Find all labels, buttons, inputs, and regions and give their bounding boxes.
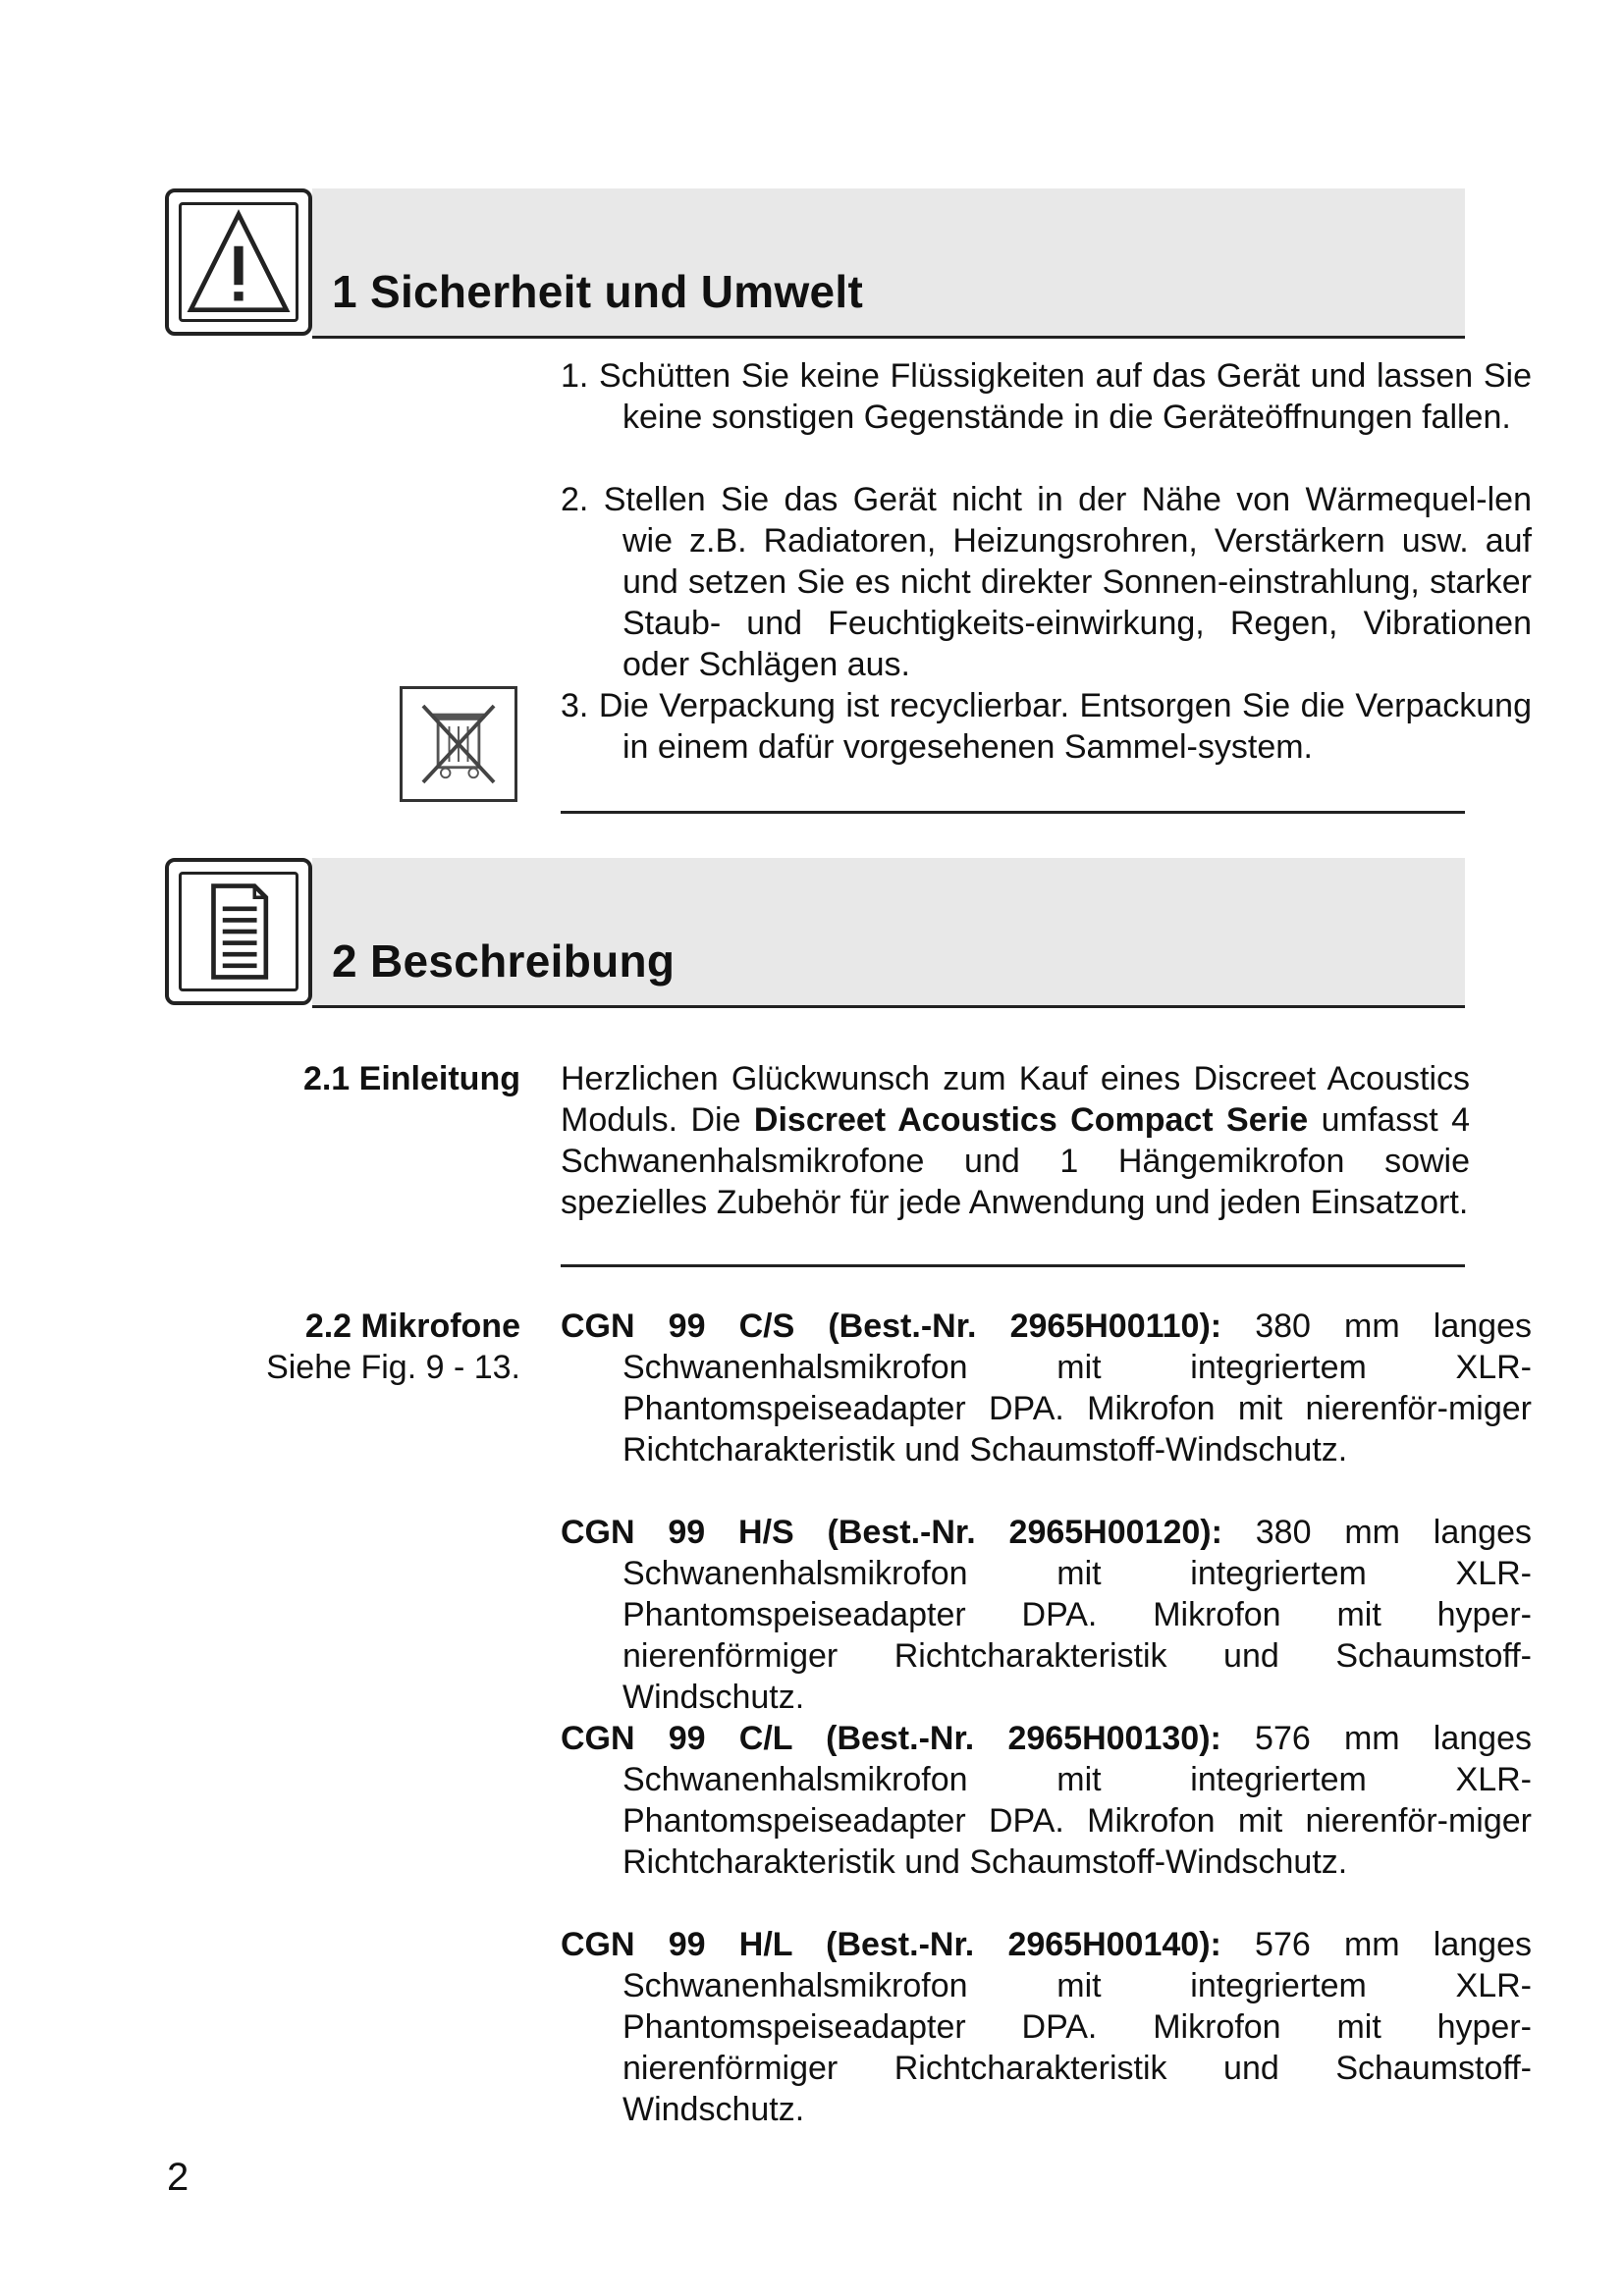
safety-item-2: 2. Stellen Sie das Gerät nicht in der Nähe von Wärmequel-len wie z.B. Radiatoren, Heizungsrohren, Verstärkern usw. auf und setzen Sie es nicht direkter Sonnen-einstrahlung, starker Staub- und Feuchtigkeits-einwirkung, Regen, Vibrationen oder Schlägen aus. bbox=[561, 481, 1532, 683]
document-icon bbox=[165, 858, 312, 1005]
mikrofon-item: CGN 99 C/S (Best.-Nr. 2965H00110): 380 mm langes Schwanenhalsmikrofon mit integriertem XLR-Phantomspeiseadapter DPA. Mikrofon mit nierenför-miger Richtcharakteristik und Schaumstoff-Windschutz. bbox=[561, 1308, 1533, 1468]
mikrofon-item: CGN 99 C/L (Best.-Nr. 2965H00130): 576 mm langes Schwanenhalsmikrofon mit integriertem XLR-Phantomspeiseadapter DPA. Mikrofon mit nierenför-miger Richtcharakteristik und Schaumstoff-Windschutz. bbox=[561, 1720, 1532, 1881]
divider bbox=[561, 811, 1465, 814]
mikrofon-item: CGN 99 H/S (Best.-Nr. 2965H00120): 380 mm langes Schwanenhalsmikrofon mit integriertem XLR-Phantomspeiseadapter DPA. Mikrofon mit hyper-nierenförmiger Richtcharakteristik und Schaumstoff-Windschutz. bbox=[561, 1514, 1532, 1716]
divider bbox=[561, 1264, 1465, 1267]
mikrofone-heading: 2.2 Mikrofone Siehe Fig. 9 - 13. bbox=[266, 1308, 520, 1386]
einleitung-heading: 2.1 Einleitung bbox=[302, 1060, 520, 1097]
section-1-title: 1 Sicherheit und Umwelt bbox=[332, 266, 864, 317]
section-2-header bbox=[165, 858, 1465, 1009]
mikrofone-subheading: Siehe Fig. 9 - 13. bbox=[266, 1349, 520, 1386]
section-2-title: 2 Beschreibung bbox=[332, 935, 676, 987]
einleitung-text: Herzlichen Glückwunsch zum Kauf eines Discreet Acoustics Moduls. Die Discreet Acoustics Compact Serie umfasst 4 Schwanenhalsmikrofone und 1 Hängemikrofon sowie spezielles Zubehör für jede Anwendung und jeden Einsatzort. bbox=[561, 1060, 1470, 1221]
mikrofon-item: CGN 99 H/L (Best.-Nr. 2965H00140): 576 mm langes Schwanenhalsmikrofon mit integriertem XLR-Phantomspeiseadapter DPA. Mikrofon mit hyper-nierenförmiger Richtcharakteristik und Schaumstoff-Windschutz. bbox=[561, 1926, 1532, 2128]
section-1-header bbox=[165, 188, 1465, 340]
warning-icon bbox=[165, 188, 312, 336]
page-number: 2 bbox=[167, 2156, 189, 2199]
recycle-bin-crossed-icon bbox=[400, 686, 517, 802]
safety-item-1: 1. Schütten Sie keine Flüssigkeiten auf das Gerät und lassen Sie keine sonstigen Gegenstände in die Geräteöffnungen fallen. bbox=[561, 357, 1532, 436]
safety-item-3: 3. Die Verpackung ist recyclierbar. Entsorgen Sie die Verpackung in einem dafür vorgesehenen Sammel-system. bbox=[561, 687, 1532, 766]
